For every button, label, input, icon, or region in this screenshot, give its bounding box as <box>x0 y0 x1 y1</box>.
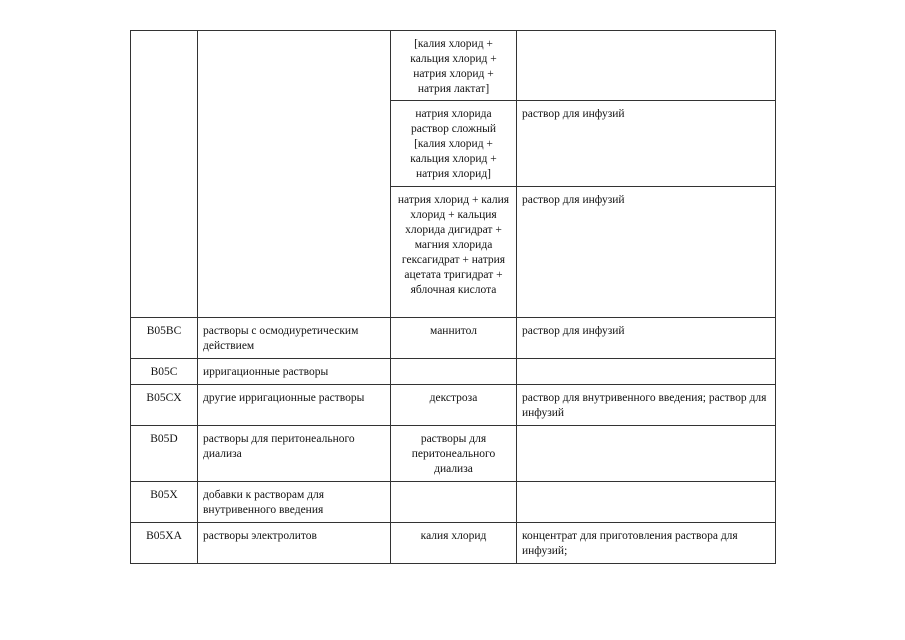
dosage-form-cell: раствор для внутривенного введения; раствор для инфузий <box>517 385 776 426</box>
dosage-form-cell: концентрат для приготовления раствора для инфузий; <box>517 523 776 564</box>
drug-name-cell: натрия хлорида раствор сложный [калия хлорид + кальция хлорид + натрия хлорид] <box>391 101 517 187</box>
atc-code-cell: B05XA <box>131 523 198 564</box>
atc-code-cell: B05C <box>131 359 198 385</box>
dosage-form-cell <box>517 426 776 482</box>
table-row <box>131 31 776 101</box>
dosage-form-cell <box>517 31 776 101</box>
atc-code-cell: B05D <box>131 426 198 482</box>
pharmacological-group-cell: растворы с осмодиуретическим действием <box>198 318 391 359</box>
drug-name-cell <box>391 482 517 523</box>
dosage-form-cell <box>517 482 776 523</box>
drug-name-cell: [калия хлорид + кальция хлорид + натрия хлорид + натрия лактат] <box>391 31 517 101</box>
drug-name-cell: декстроза <box>391 385 517 426</box>
pharmacological-group-cell: растворы для перитонеального диализа <box>198 426 391 482</box>
drug-name-cell: маннитол <box>391 318 517 359</box>
pharmacological-group-cell: ирригационные растворы <box>198 359 391 385</box>
table-row <box>131 359 776 385</box>
atc-code-cell: B05CX <box>131 385 198 426</box>
table-row <box>131 426 776 482</box>
table-row <box>131 385 776 426</box>
dosage-form-cell <box>517 359 776 385</box>
table-row <box>131 482 776 523</box>
table-row <box>131 523 776 564</box>
pharmacological-group-cell: растворы электролитов <box>198 523 391 564</box>
drug-name-cell: растворы для перитонеального диализа <box>391 426 517 482</box>
atc-code-cell: B05BC <box>131 318 198 359</box>
dosage-form-cell: раствор для инфузий <box>517 101 776 187</box>
dosage-form-cell: раствор для инфузий <box>517 318 776 359</box>
table-row <box>131 318 776 359</box>
drug-name-cell <box>391 359 517 385</box>
atc-code-cell: B05X <box>131 482 198 523</box>
atc-code-cell <box>131 31 198 318</box>
drug-name-cell: калия хлорид <box>391 523 517 564</box>
drug-classification-table <box>130 30 776 564</box>
drug-name-cell: натрия хлорид + калия хлорид + кальция хлорида дигидрат + магния хлорида гексагидрат + натрия ацетата тригидрат + яблочная кислота <box>391 187 517 318</box>
pharmacological-group-cell: добавки к растворам для внутривенного введения <box>198 482 391 523</box>
pharmacological-group-cell <box>198 31 391 318</box>
dosage-form-cell: раствор для инфузий <box>517 187 776 318</box>
pharmacological-group-cell: другие ирригационные растворы <box>198 385 391 426</box>
